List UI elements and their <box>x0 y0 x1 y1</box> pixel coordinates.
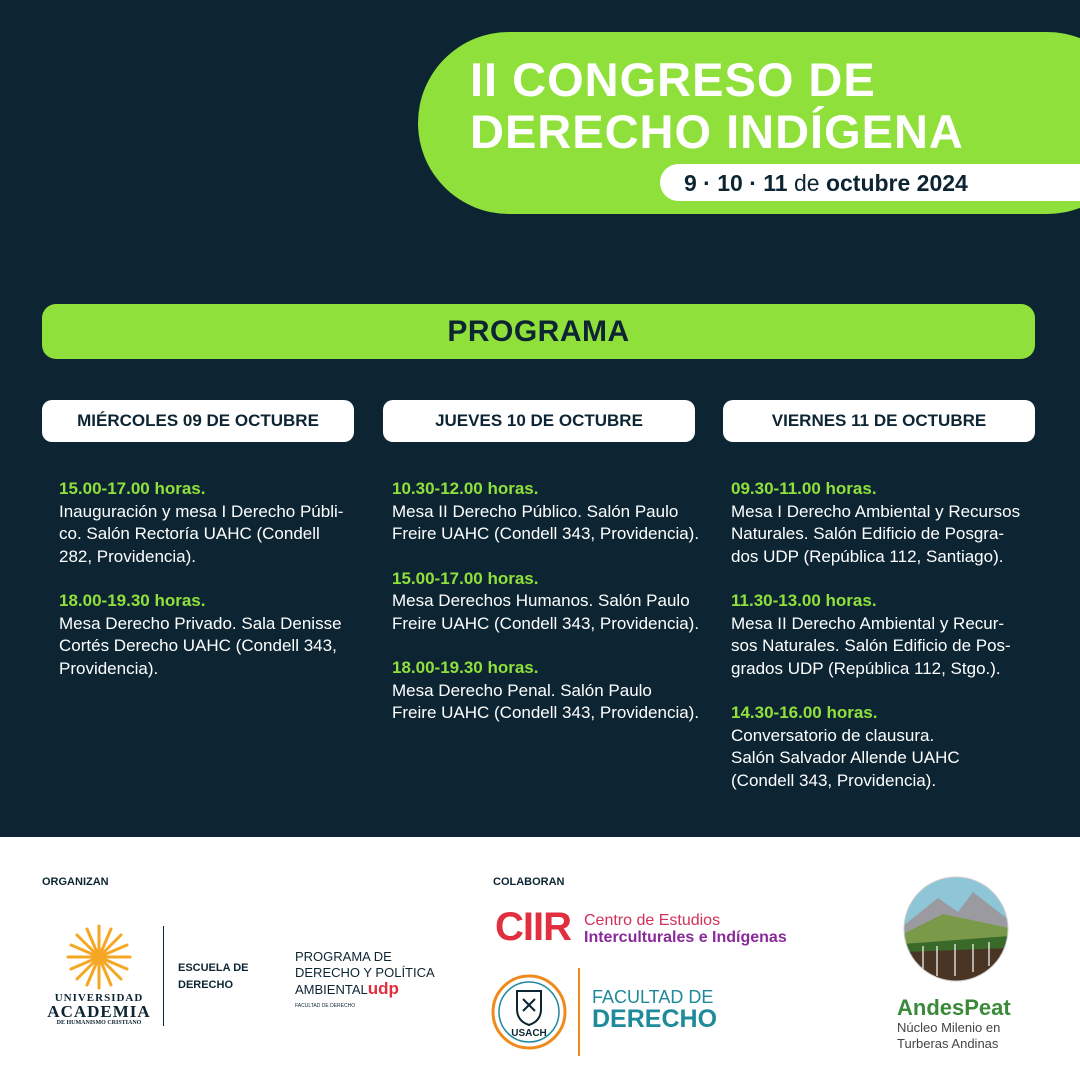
ciir-text <box>584 912 787 946</box>
andespeat-text <box>897 1020 1000 1052</box>
andespeat-landscape-icon <box>903 876 1009 982</box>
udp-line3: AMBIENTAL <box>295 982 368 997</box>
usach-seal-icon <box>490 973 568 1051</box>
event-date <box>684 168 968 198</box>
ciir-brand: CIIR <box>495 905 571 949</box>
uahc-sun-icon <box>62 922 136 992</box>
event-time: 15.00-17.00 horas. <box>392 568 539 588</box>
schedule-event <box>731 590 1041 680</box>
schedule-event <box>392 568 702 636</box>
event-time: 14.30-16.00 horas. <box>731 703 878 722</box>
andespeat-brand: AndesPeat <box>897 995 1011 1020</box>
event-time: 09.30-11.00 horas. <box>731 479 877 498</box>
schedule-column-jueves <box>392 478 702 747</box>
uahc-escuela-line2: DERECHO <box>178 979 234 991</box>
date-de: de <box>793 170 820 196</box>
schedule-event <box>731 478 1041 568</box>
schedule-column-miercoles <box>59 478 359 702</box>
schedule-event <box>392 478 702 546</box>
uahc-line3: DE HUMANISMO CRISTIANO <box>56 1020 142 1026</box>
programa-heading: PROGRAMA <box>447 314 630 348</box>
ciir-line2: Interculturales e Indígenas <box>584 929 787 946</box>
schedule-column-viernes <box>731 478 1041 814</box>
udp-logo <box>295 949 435 998</box>
udp-line2: DERECHO Y POLÍTICA <box>295 965 435 980</box>
event-description: Mesa I Derecho Ambiental y Recursos Naturales. Salón Edificio de Posgra- dos UDP (República 112, Santiago). <box>731 501 1021 566</box>
andespeat-line2: Turberas Andinas <box>897 1036 999 1051</box>
event-description: Mesa Derechos Humanos. Salón Paulo Freire UAHC (Condell 343, Providencia). <box>392 591 700 633</box>
date-month-year: octubre 2024 <box>825 170 968 196</box>
uahc-escuela <box>178 960 249 994</box>
event-time: 18.00-19.30 horas. <box>392 658 539 677</box>
programa-banner <box>42 304 1035 359</box>
event-description: Mesa Derecho Privado. Sala Denisse Cortés Derecho UAHC (Condell 343, Providencia). <box>59 613 342 678</box>
event-time: 15.00-17.00 horas. <box>59 479 206 498</box>
page-title <box>470 54 964 158</box>
day-header-viernes: VIERNES 11 DE OCTUBRE <box>723 400 1035 442</box>
schedule-event <box>59 590 359 680</box>
title-line-2: DERECHO INDÍGENA <box>470 105 964 158</box>
event-time: 11.30-13.00 horas. <box>731 591 877 610</box>
uahc-escuela-line1: ESCUELA DE <box>178 962 249 974</box>
usach-badge-text: USACH <box>511 1028 547 1039</box>
udp-line1: PROGRAMA DE <box>295 949 392 964</box>
event-time: 10.30-12.00 horas. <box>392 479 539 498</box>
usach-line2: DERECHO <box>592 1005 718 1033</box>
usach-line1: FACULTAD DE <box>592 987 714 1007</box>
day-header-miercoles: MIÉRCOLES 09 DE OCTUBRE <box>42 400 354 442</box>
event-description: Mesa Derecho Penal. Salón Paulo Freire UAHC (Condell 343, Providencia). <box>392 680 700 722</box>
usach-divider <box>578 968 580 1056</box>
event-description: Conversatorio de clausura. Salón Salvador Allende UAHC (Condell 343, Providencia). <box>731 725 960 790</box>
event-description: Inauguración y mesa I Derecho Públi- co. Salón Rectoría UAHC (Condell 282, Providencia). <box>59 501 344 566</box>
uahc-line1: UNIVERSIDAD <box>54 992 144 1004</box>
schedule-event <box>392 657 702 725</box>
day-header-jueves: JUEVES 10 DE OCTUBRE <box>383 400 695 442</box>
ciir-line1: Centro de Estudios <box>584 912 721 929</box>
uahc-divider <box>163 926 164 1026</box>
usach-text <box>592 986 717 1032</box>
udp-brand: udp <box>367 979 399 998</box>
event-time: 18.00-19.30 horas. <box>59 591 206 610</box>
udp-line4: FACULTAD DE DERECHO <box>295 1003 356 1009</box>
date-days: 9 · 10 · 11 <box>684 170 788 196</box>
schedule-event <box>731 702 1041 792</box>
andespeat-line1: Núcleo Milenio en <box>897 1020 1001 1035</box>
organizan-label: ORGANIZAN <box>42 876 109 888</box>
schedule-event <box>59 478 359 568</box>
title-line-1: II CONGRESO DE <box>470 53 876 106</box>
uahc-line2: ACADEMIA <box>47 1002 151 1021</box>
event-description: Mesa II Derecho Público. Salón Paulo Freire UAHC (Condell 343, Providencia). <box>392 501 700 543</box>
colaboran-label: COLABORAN <box>493 876 565 888</box>
event-description: Mesa II Derecho Ambiental y Recur- sos Naturales. Salón Edificio de Pos- grados UDP (República 112, Stgo.). <box>731 613 1011 678</box>
